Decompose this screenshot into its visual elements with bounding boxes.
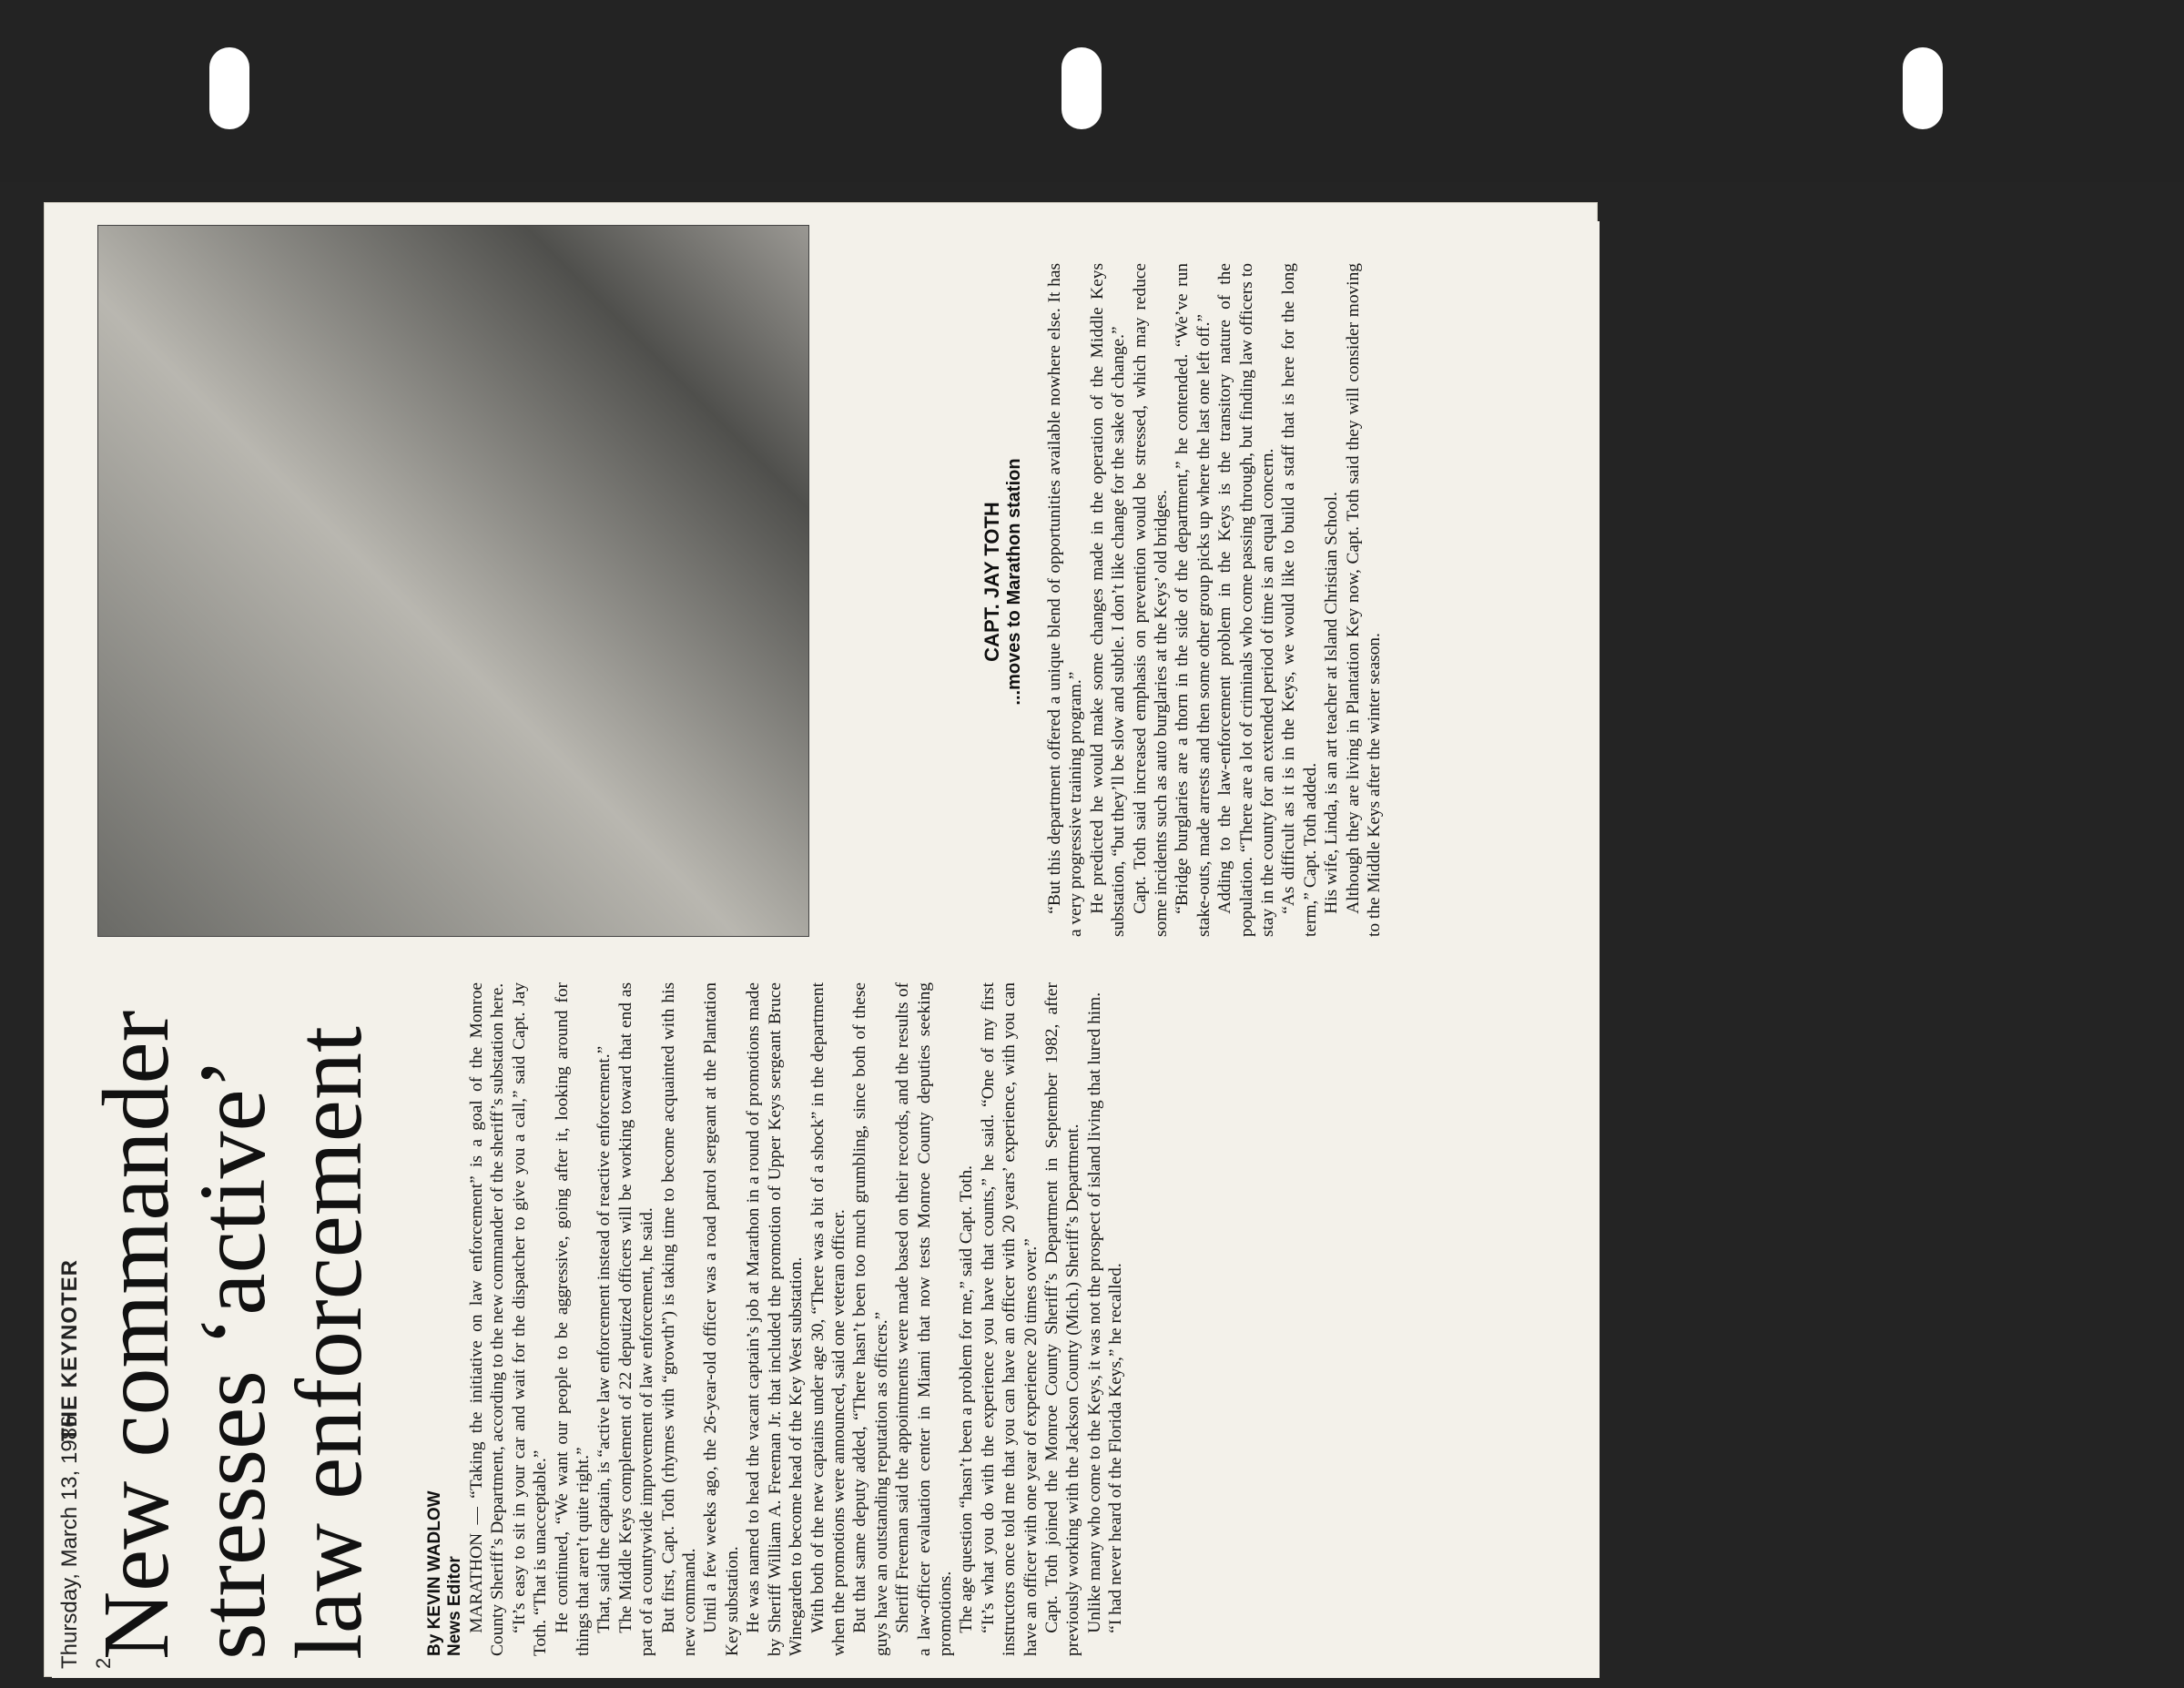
headline — [84, 968, 381, 1660]
paragraph: He was named to head the vacant captain’s job at Marathon in a round of promotions made by Sheriff William A. Freeman Jr. that included the promotion of Upper Keys sergeant Bruce Winegarden to become head of the Key West substation. — [744, 982, 807, 1656]
paragraph: “As difficult as it is in the Keys, we would like to build a staff that is here for the long term,” Capt. Toth added. — [1279, 263, 1320, 937]
clipping-content-rotated — [52, 221, 1600, 1678]
paragraph: With both of the new captains under age 30, “There was a bit of a shock” in the department when the promotions were announced, said one veteran officer. — [808, 982, 848, 1656]
page-number: 2 — [92, 1657, 115, 1669]
byline-title: News Editor — [445, 1556, 464, 1656]
paragraph: Capt. Toth said increased emphasis on prevention would be stressed, which may reduce some incidents such as auto burglaries at the Keys’ old bridges. — [1130, 263, 1172, 937]
paragraph: “Bridge burglaries are a thorn in the side of the department,” he contended. “We’ve run stake-outs, made arrests and then some other group picks up where the last one left off.” — [1173, 263, 1214, 937]
paragraph: “But this department offered a unique blend of opportunities available nowhere else. It has a very progressive training program.” — [1045, 263, 1086, 937]
paragraph: Although they are living in Plantation Key now, Capt. Toth said they will consider moving to the Middle Keys after the winter season. — [1343, 263, 1385, 937]
paragraph: He predicted he would make some changes made in the operation of the Middle Keys substation, “but they’ll be slow and subtle. I don’t like change for the sake of change.” — [1087, 263, 1129, 937]
paragraph: The Middle Keys complement of 22 deputized officers will be working toward that end as part of a countywide improvement of law enforcement, he said. — [615, 982, 657, 1656]
caption-subtitle: ...moves to Marathon station — [1004, 458, 1024, 706]
caption-name: CAPT. JAY TOTH — [980, 502, 1003, 662]
headline-line: stresses ‘active’ — [180, 1057, 285, 1660]
paragraph: Capt. Toth joined the Monroe County Sheriff’s Department in September 1982, after previously working with the Jackson County (Mich.) Sheriff’s Department. — [1041, 982, 1083, 1656]
binder-hole — [1903, 47, 1943, 129]
paragraph: He continued, “We want our people to be aggressive, going after it, looking around for things that aren’t quite right.” — [552, 982, 594, 1656]
article-column-1 — [466, 982, 1127, 1656]
newspaper-name: THE KEYNOTER — [57, 1258, 82, 1441]
paragraph: Sheriff Freeman said the appointments were made based on their records, and the results of a law-officer evaluation center in Miami that now tests Monroe County deputies seeking promotions. — [893, 982, 955, 1656]
paragraph: His wife, Linda, is an art teacher at Island Christian School. — [1322, 492, 1342, 914]
headline-line: New commander — [84, 1010, 188, 1660]
paragraph: That, said the captain, is “active law enforcement instead of reactive enforcement.” — [594, 1045, 615, 1633]
paragraph: But first, Capt. Toth (rhymes with “growth”) is taking time to become acquainted with his new command. — [658, 982, 700, 1656]
paragraph: Until a few weeks ago, the 26-year-old officer was a road patrol sergeant at the Plantation Key substation. — [701, 982, 742, 1656]
paragraph: “It’s what you do with the experience you have that counts,” he said. “One of my first instructors once told me that you can have an officer with 20 years’ experience, with you can have an officer with one year of experience 20 times over.” — [978, 982, 1041, 1656]
binder-hole — [1062, 47, 1102, 129]
paragraph: The age question “hasn’t been a problem for me,” said Capt. Toth. — [957, 1164, 977, 1633]
portrait-photo — [97, 225, 809, 937]
binder-hole — [209, 47, 249, 129]
paragraph: “It’s easy to sit in your car and wait for the dispatcher to give you a call,” said Capt. Jay Toth. “That is unacceptable.” — [509, 982, 551, 1656]
paragraph: Unlike many who come to the Keys, it was not the prospect of island living that lured him. — [1084, 991, 1104, 1633]
photo-caption — [980, 227, 1025, 937]
newspaper-clipping — [44, 202, 1598, 1677]
paragraph: Adding to the law-enforcement problem in the Keys is the transitory nature of the population. “There are a lot of criminals who come passing through, but finding law officers to stay in the county for an extended period of time is an equal concern. — [1215, 263, 1278, 937]
paragraph: “I had never heard of the Florida Keys,” he recalled. — [1106, 1263, 1126, 1633]
byline — [425, 964, 465, 1656]
paragraph: But that same deputy added, “There hasn’t been too much grumbling, since both of these guys have an outstanding reputation as officers.” — [850, 982, 891, 1656]
headline-line: law enforcement — [277, 1026, 381, 1660]
paragraph: MARATHON — “Taking the initiative on law enforcement” is a goal of the Monroe County Sheriff’s Department, according to the new commander of the sheriff’s substation here. — [467, 982, 508, 1656]
article-column-2 — [1044, 263, 1554, 937]
byline-author: By KEVIN WADLOW — [425, 1490, 444, 1656]
issue-date: Thursday, March 13, 1986 — [57, 1415, 82, 1669]
